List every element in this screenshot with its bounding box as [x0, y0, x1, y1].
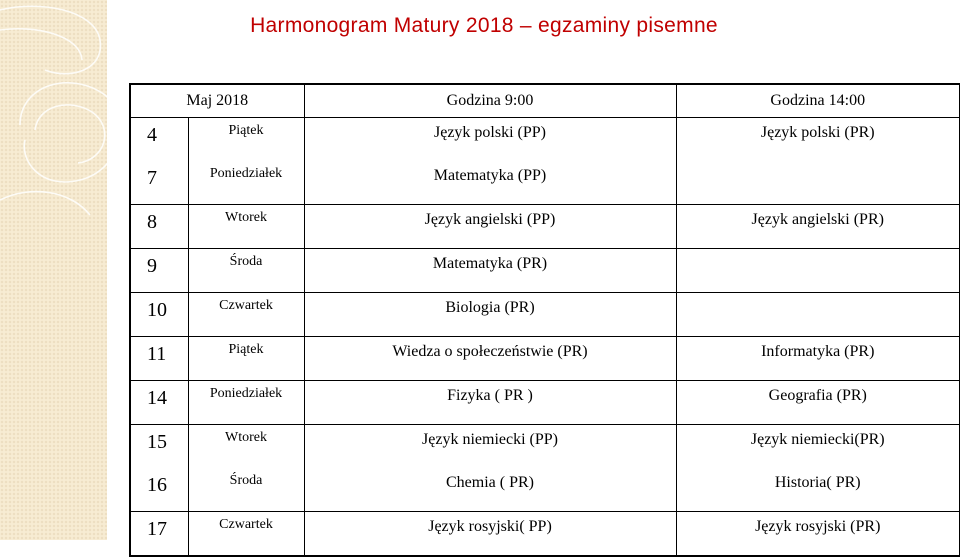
day-number: 4	[130, 118, 188, 162]
table-row	[130, 293, 960, 337]
day-number: 11	[130, 337, 188, 381]
table-row	[130, 161, 960, 205]
morning-exam: Fizyka ( PR )	[304, 381, 676, 425]
morning-exam: Wiedza o społeczeństwie (PR)	[304, 337, 676, 381]
weekday: Czwartek	[188, 512, 304, 557]
weekday: Piątek	[188, 118, 304, 162]
morning-exam: Matematyka (PP)	[304, 161, 676, 205]
table-row	[130, 512, 960, 557]
table-row	[130, 118, 960, 162]
morning-exam: Matematyka (PR)	[304, 249, 676, 293]
weekday: Poniedziałek	[188, 161, 304, 205]
weekday: Wtorek	[188, 205, 304, 249]
day-number: 14	[130, 381, 188, 425]
header-afternoon: Godzina 14:00	[676, 84, 960, 118]
morning-exam: Biologia (PR)	[304, 293, 676, 337]
weekday: Poniedziałek	[188, 381, 304, 425]
exam-schedule-table	[129, 83, 960, 557]
weekday: Wtorek	[188, 425, 304, 469]
afternoon-exam: Język niemiecki(PR)	[676, 425, 960, 469]
day-number: 17	[130, 512, 188, 557]
day-number: 15	[130, 425, 188, 469]
afternoon-exam: Język angielski (PR)	[676, 205, 960, 249]
page-title: Harmonogram Matury 2018 – egzaminy pisemne	[250, 14, 718, 37]
day-number: 16	[130, 468, 188, 512]
afternoon-exam	[676, 249, 960, 293]
morning-exam: Język angielski (PP)	[304, 205, 676, 249]
morning-exam: Język polski (PP)	[304, 118, 676, 162]
afternoon-exam: Historia( PR)	[676, 468, 960, 512]
morning-exam: Język niemiecki (PP)	[304, 425, 676, 469]
table-row	[130, 249, 960, 293]
table-row	[130, 205, 960, 249]
header-morning: Godzina 9:00	[304, 84, 676, 118]
afternoon-exam: Język polski (PR)	[676, 118, 960, 162]
afternoon-exam	[676, 293, 960, 337]
weekday: Czwartek	[188, 293, 304, 337]
afternoon-exam: Informatyka (PR)	[676, 337, 960, 381]
afternoon-exam	[676, 161, 960, 205]
table-row	[130, 425, 960, 469]
day-number: 7	[130, 161, 188, 205]
header-month: Maj 2018	[130, 84, 304, 118]
morning-exam: Język rosyjski( PP)	[304, 512, 676, 557]
weekday: Środa	[188, 249, 304, 293]
day-number: 9	[130, 249, 188, 293]
afternoon-exam: Język rosyjski (PR)	[676, 512, 960, 557]
day-number: 10	[130, 293, 188, 337]
table-row	[130, 468, 960, 512]
table-header-row	[130, 84, 960, 118]
weekday: Środa	[188, 468, 304, 512]
table-row	[130, 381, 960, 425]
day-number: 8	[130, 205, 188, 249]
morning-exam: Chemia ( PR)	[304, 468, 676, 512]
weekday: Piątek	[188, 337, 304, 381]
afternoon-exam: Geografia (PR)	[676, 381, 960, 425]
decorative-swirl	[0, 0, 130, 260]
table-row	[130, 337, 960, 381]
